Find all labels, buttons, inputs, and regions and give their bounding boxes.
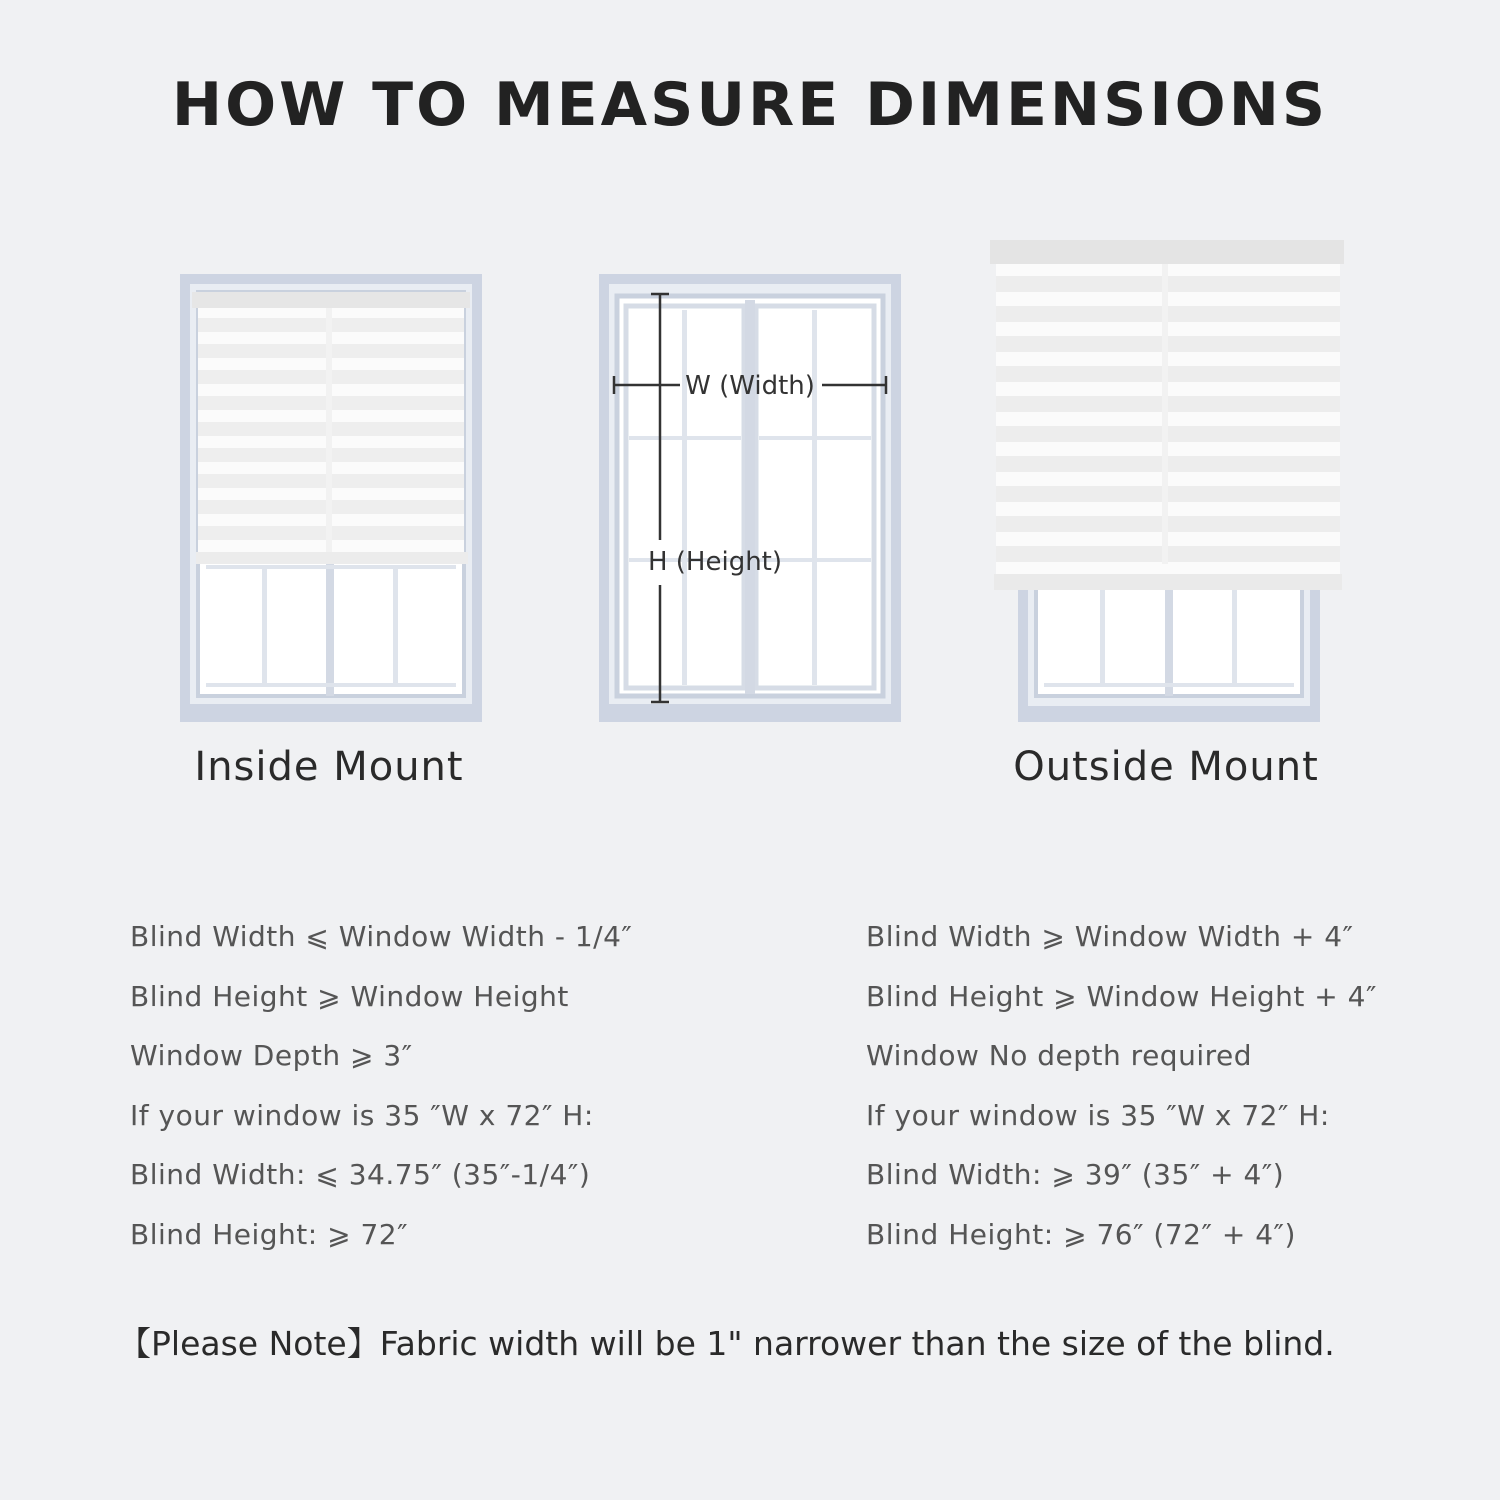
- inside-mount-label: Inside Mount: [194, 744, 464, 790]
- outside-mount-window: [990, 240, 1344, 722]
- height-label: H (Height): [647, 547, 783, 577]
- fabric-width-note: 【Please Note】Fabric width will be 1" narrower than the size of the blind.: [118, 1324, 1335, 1363]
- measure-window: [599, 274, 901, 722]
- inside-rule: Window Depth ⩾ 3″: [130, 1039, 413, 1072]
- inside-blind: [192, 292, 470, 564]
- outside-rule: Blind Height ⩾ Window Height + 4″: [866, 979, 1377, 1013]
- width-label: W (Width): [685, 371, 815, 401]
- inside-mount-window: [180, 274, 482, 722]
- outside-rule: Blind Width ⩾ Window Width + 4″: [866, 920, 1354, 953]
- inside-rule: Blind Height: ⩾ 72″: [130, 1217, 409, 1251]
- inside-rule: Blind Width ⩽ Window Width - 1/4″: [130, 920, 633, 953]
- page-title: HOW TO MEASURE DIMENSIONS: [171, 70, 1329, 140]
- inside-rule: If your window is 35 ″W x 72″ H:: [130, 1098, 594, 1132]
- outside-blind: [990, 240, 1344, 590]
- inside-rule: Blind Width: ⩽ 34.75″ (35″-1/4″): [130, 1158, 591, 1191]
- outside-rule: Blind Width: ⩾ 39″ (35″ + 4″): [866, 1158, 1285, 1191]
- inside-rule: Blind Height ⩾ Window Height: [130, 979, 569, 1013]
- outside-rule: Window No depth required: [866, 1039, 1252, 1072]
- outside-rule: If your window is 35 ″W x 72″ H:: [866, 1098, 1330, 1132]
- outside-rules-list: [866, 915, 1377, 1272]
- outside-mount-label: Outside Mount: [1013, 744, 1319, 790]
- outside-rule: Blind Height: ⩾ 76″ (72″ + 4″): [866, 1217, 1296, 1251]
- inside-rules-list: [130, 915, 632, 1272]
